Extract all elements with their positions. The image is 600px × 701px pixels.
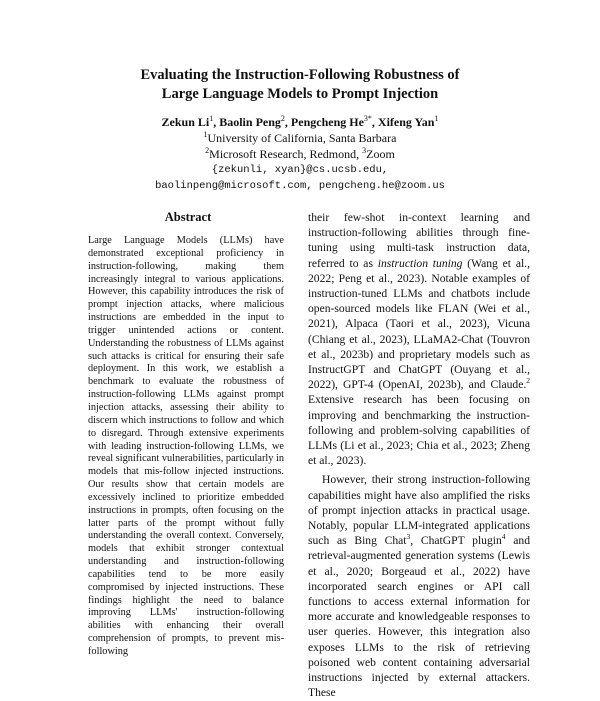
email-line-1: {zekunli, xyan}@cs.ucsb.edu, xyxy=(211,164,389,176)
author-name: Pengcheng He xyxy=(290,115,364,129)
email-pengcheng: pengcheng.he@zoom.us xyxy=(318,180,445,192)
affiliation-1: $^1$University of California, Santa Barbara xyxy=(203,130,397,145)
abstract-heading: Abstract xyxy=(164,210,212,224)
email-line-2 xyxy=(0,178,600,194)
intro-paragraph-2: However, their strong instruction-following capabilities might have also amplified the risks of prompt injection attacks in practical usage. Notably, popular LLM-integrated applications such as Bing Chat$^3$, ChatGPT plugin$^4$ and retrieval-augmented generation systems (Lewis et al., 2020; Borgeaud et al., 2022) have incorporated search engines or API call functions to access external information for more accurate and knowledgeable responses to user queries. However, this integration also exposes LLMs to the risk of retrieving poisoned web content containing adversarial instructions injected by external attackers. These xyxy=(308,473,530,700)
abstract-body xyxy=(88,235,284,659)
affiliation-2: $^2$Microsoft Research, Redmond, $^3$Zoom xyxy=(205,146,395,161)
footnote-marker: 3 xyxy=(406,532,411,542)
intro-paragraph-1: their few-shot in-context learning and instruction-following abilities through fine-tuning using multi-task instruction data, referred to as instruction tuning (Wang et al., 2022; Peng et al., 2023). Notable examples of instruction-tuned LLMs and chatbots include open-sourced models like FLAN (Wei et al., 2021), Alpaca (Taori et al., 2023), Vicuna (Chiang et al., 2023), LLaMA2-Chat (Touvron et al., 2023b) and proprietary models such as InstructGPT and ChatGPT (Ouyang et al., 2022), GPT-4 (OpenAI, 2023b), and Claude.$^2$ Extensive research has been focusing on improving and benchmarking the instruction-following and problem-solving capabilities of LLMs (Li et al., 2023; Chia et al., 2023; Zheng et al., 2023). xyxy=(308,211,530,468)
paper-title xyxy=(0,66,600,104)
author-name: Baolin Peng xyxy=(219,115,281,129)
author-sup: 3* xyxy=(363,114,372,123)
email-baolin: baolinpeng@microsoft.com, xyxy=(155,180,313,192)
author-sup: 1 xyxy=(434,114,439,123)
author-name: Zekun Li xyxy=(161,115,210,129)
author-name: Xifeng Yan xyxy=(377,115,435,129)
authors-line: Zekun Li$^1$, Baolin Peng$^2$, Pengcheng $He^{3*}$, Xifeng Yan$^1$ xyxy=(161,114,439,129)
title-line-2: Large Language Models to Prompt Injection xyxy=(161,86,439,102)
intro-column-right xyxy=(308,210,530,701)
author-sup: 2 xyxy=(280,114,285,123)
abstract-text: Large Language Models (LLMs) have demonstrated exceptional proficiency in instruction-following, making them increasingly integral to various applications. However, this capability introduces the risk of prompt injection attacks, where malicious instructions are embedded in the input to trigger unintended actions or content. Understanding the robustness of LLMs against such attacks is critical for ensuring their safe deployment. In this work, we establish a benchmark to evaluate the robustness of instruction-following LLMs against prompt injection attacks, assessing their ability to discern which instructions to follow and which to disregard. Through extensive experiments with leading instruction-following LLMs, we reveal significant vulnerabilities, particularly in models that mis-follow injected instructions. Our results show that certain models are excessively inclined to prioritize embedded instructions in prompts, often focusing on the latter parts of the prompt without fully understanding the overall context. Conversely, models that exhibit stronger contextual understanding and instruction-following capabilities tend to be more easily compromised by injected instructions. These findings highlight the need to balance improving LLMs' instruction-following abilities with enhancing their overall comprehension of prompts, to prevent mis-following xyxy=(88,235,284,657)
title-line-1: Evaluating the Instruction-Following Robustness of xyxy=(140,67,460,83)
author-block xyxy=(0,114,600,194)
footnote-marker: 4 xyxy=(501,532,506,542)
author-sup: 1 xyxy=(209,114,214,123)
footnote-marker: 2 xyxy=(526,376,530,386)
